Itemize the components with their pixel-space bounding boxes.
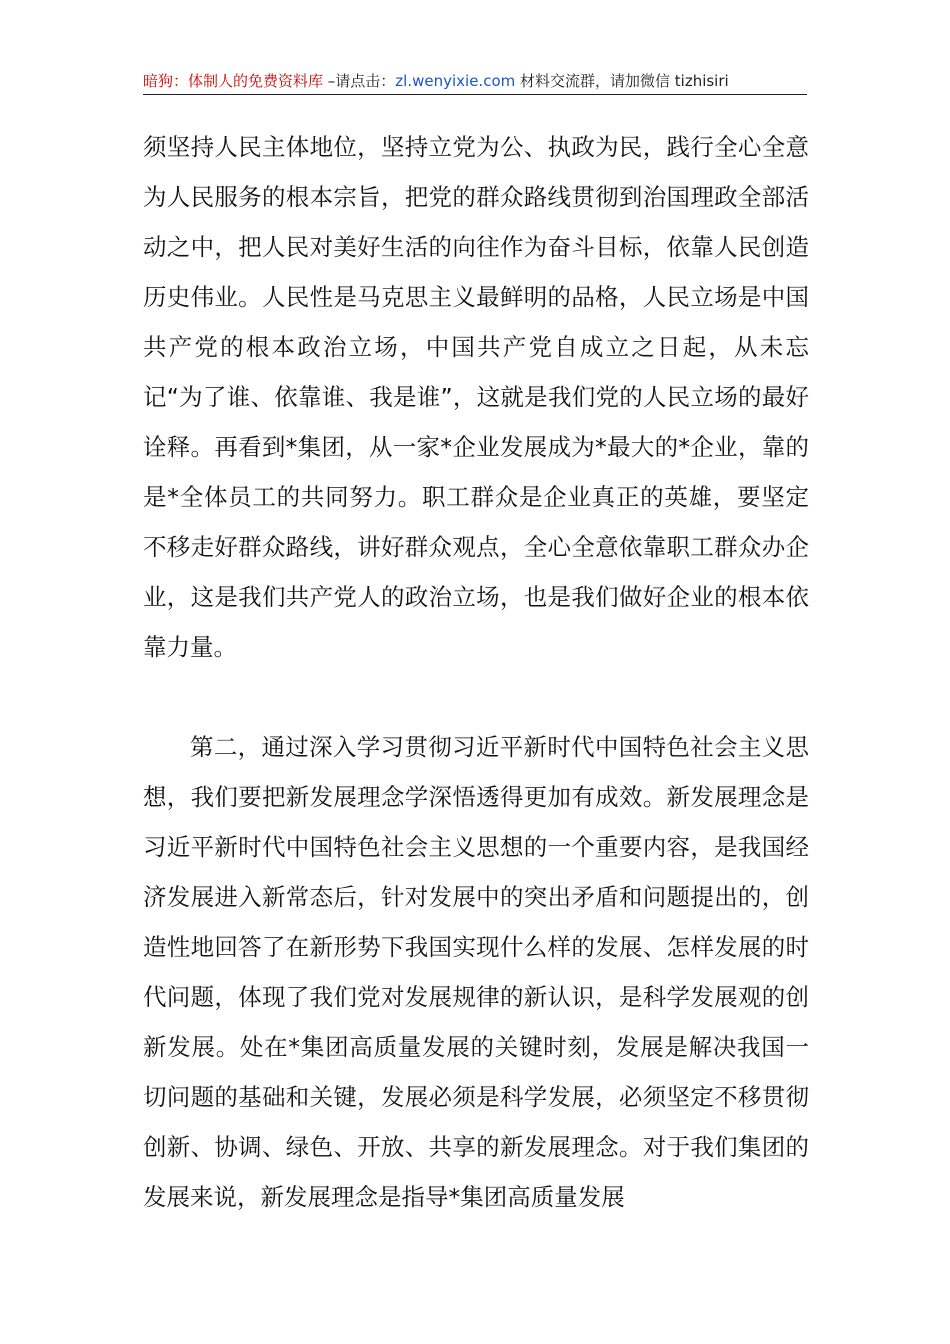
header-divider — [143, 94, 807, 95]
paragraph-spacer — [143, 672, 809, 722]
header-brand: 暗狗：体制人的免费资料库 — [143, 72, 324, 90]
header-site-link[interactable]: zl.wenyixie.com — [395, 72, 516, 90]
page-header — [143, 68, 807, 94]
document-body — [143, 122, 809, 1222]
header-wechat-note: 材料交流群，请加微信 tizhisiri — [515, 72, 729, 90]
paragraph-continued: 须坚持人民主体地位，坚持立党为公、执政为民，践行全心全意为人民服务的根本宗旨，把党的群众路线贯彻到治国理政全部活动之中，把人民对美好生活的向往作为奋斗目标，依靠人民创造历史伟业。人民性是马克思主义最鲜明的品格，人民立场是中国共产党的根本政治立场，中国共产党自成立之日起，从未忘记“为了谁、依靠谁、我是谁”，这就是我们党的人民立场的最好诠释。再看到*集团，从一家*企业发展成为*最大的*企业，靠的是*全体员工的共同努力。职工群众是企业真正的英雄，要坚定不移走好群众路线，讲好群众观点，全心全意依靠职工群众办企业，这是我们共产党人的政治立场，也是我们做好企业的根本依靠力量。 — [143, 133, 809, 661]
header-click-prompt: –请点击： — [323, 72, 396, 90]
paragraph-second-point: 第二，通过深入学习贯彻习近平新时代中国特色社会主义思想，我们要把新发展理念学深悟透得更加有成效。新发展理念是习近平新时代中国特色社会主义思想的一个重要内容，是我国经济发展进入新常态后，针对发展中的突出矛盾和问题提出的，创造性地回答了在新形势下我国实现什么样的发展、怎样发展的时代问题，体现了我们党对发展规律的新认识，是科学发展观的创新发展。处在*集团高质量发展的关键时刻，发展是解决我国一切问题的基础和关键，发展必须是科学发展，必须坚定不移贯彻创新、协调、绿色、开放、共享的新发展理念。对于我们集团的发展来说，新发展理念是指导*集团高质量发展 — [143, 733, 809, 1211]
